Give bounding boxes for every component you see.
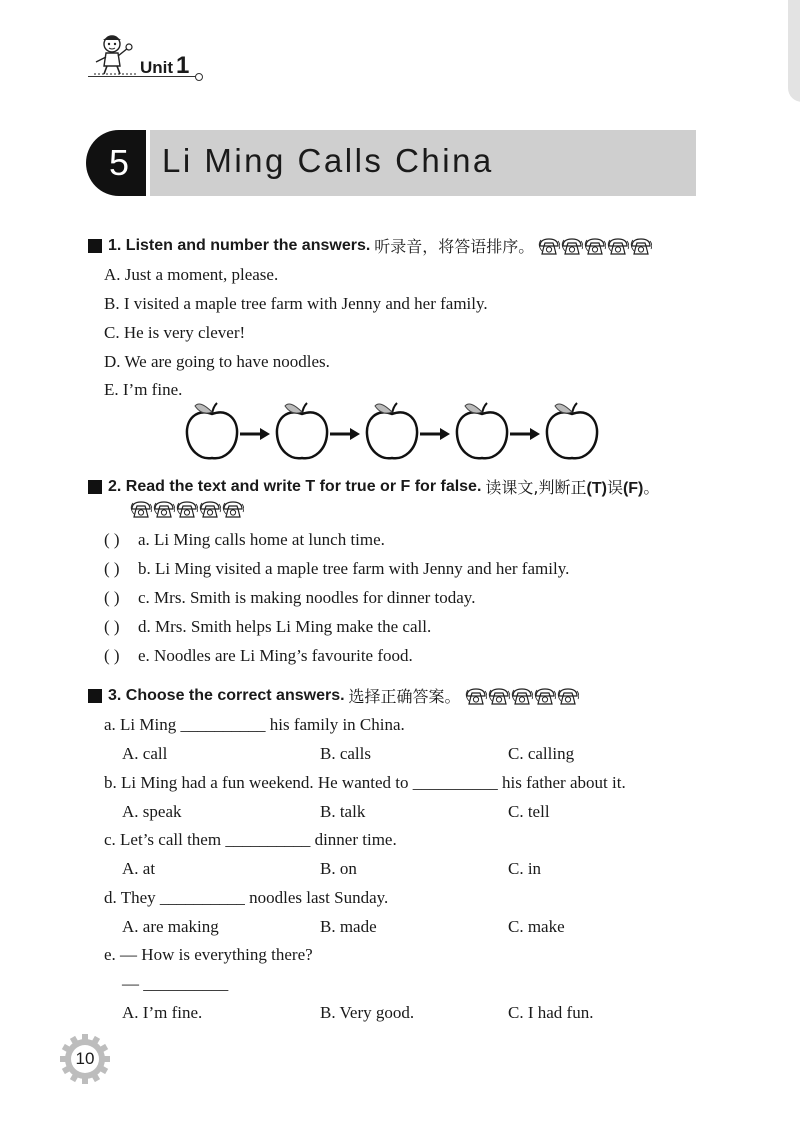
option-a[interactable]: A. at xyxy=(122,859,156,878)
page-edge-tab xyxy=(788,0,800,102)
unit-number: 1 xyxy=(176,52,190,79)
option-a[interactable]: A. are making xyxy=(122,917,219,936)
instruction-text: 误 xyxy=(606,478,623,497)
instruction-text: (F) xyxy=(622,480,644,497)
section1-title: 1. Listen and number the answers. xyxy=(108,236,371,254)
arrow-icon xyxy=(420,428,450,440)
section1-heading xyxy=(88,234,652,257)
telephone-icon xyxy=(488,687,510,705)
telephone-icon xyxy=(511,687,533,705)
telephone-icon xyxy=(538,237,560,255)
header-rule xyxy=(88,76,200,77)
option-b[interactable]: B. Very good. xyxy=(320,1003,415,1022)
section3-instruction: 选择正确答案。 xyxy=(348,687,461,706)
section2-score-icons xyxy=(130,500,244,518)
apple-icon[interactable] xyxy=(367,403,417,458)
telephone-icon xyxy=(465,687,487,705)
section-bullet xyxy=(88,239,102,253)
telephone-icon xyxy=(153,500,175,518)
option-a[interactable]: A. speak xyxy=(122,802,182,821)
question-text: a. Li Ming __________ his family in China. xyxy=(104,715,405,734)
option-a[interactable]: A. call xyxy=(122,744,168,763)
telephone-icon xyxy=(561,237,583,255)
statement-item: c. Mrs. Smith is making noodles for dinner today. xyxy=(138,588,476,607)
telephone-icon xyxy=(534,687,556,705)
telephone-icon xyxy=(607,237,629,255)
option-c[interactable]: C. I had fun. xyxy=(508,1003,594,1022)
unit-header xyxy=(88,32,203,82)
answer-blank[interactable]: — __________ xyxy=(122,974,229,993)
question-text: c. Let’s call them __________ dinner time. xyxy=(104,830,397,849)
answer-bracket[interactable]: ( ) xyxy=(104,617,120,636)
unit-word: Unit xyxy=(140,58,174,77)
list-item: C. He is very clever! xyxy=(104,323,246,342)
statement-item: a. Li Ming calls home at lunch time. xyxy=(138,530,385,549)
telephone-icon xyxy=(176,500,198,518)
statement-item: d. Mrs. Smith helps Li Ming make the call. xyxy=(138,617,432,636)
answer-bracket[interactable]: ( ) xyxy=(104,646,120,665)
page-number-badge xyxy=(60,1034,110,1084)
list-item: E. I’m fine. xyxy=(104,380,183,399)
apple-icon[interactable] xyxy=(277,403,327,458)
question-text: e. — How is everything there? xyxy=(104,945,313,964)
section2-instruction xyxy=(485,475,659,498)
list-item: A. Just a moment, please. xyxy=(104,265,279,284)
option-b[interactable]: B. made xyxy=(320,917,377,936)
option-c[interactable]: C. in xyxy=(508,859,542,878)
option-b[interactable]: B. on xyxy=(320,859,357,878)
option-b[interactable]: B. calls xyxy=(320,744,371,763)
section2-heading xyxy=(88,475,659,498)
lesson-title-bar xyxy=(146,130,696,196)
arrow-icon xyxy=(240,428,270,440)
option-c[interactable]: C. calling xyxy=(508,744,575,763)
option-c[interactable]: C. tell xyxy=(508,802,550,821)
section1-score-icons xyxy=(538,237,652,255)
option-c[interactable]: C. make xyxy=(508,917,565,936)
mascot-icon xyxy=(88,32,140,76)
apple-icon[interactable] xyxy=(457,403,507,458)
section2-title: 2. Read the text and write T for true or F for false. xyxy=(108,477,482,495)
lesson-title: Li Ming Calls China xyxy=(162,142,494,179)
telephone-icon xyxy=(584,237,606,255)
question-text: b. Li Ming had a fun weekend. He wanted to __________ his father about it. xyxy=(104,773,626,792)
section3-score-icons xyxy=(465,687,579,705)
section3-heading xyxy=(88,684,579,707)
page-number: 10 xyxy=(75,1049,95,1068)
apple-icon[interactable] xyxy=(187,403,237,458)
instruction-text: 。 xyxy=(643,478,660,497)
apple-icon[interactable] xyxy=(547,403,597,458)
section-bullet xyxy=(88,689,102,703)
option-b[interactable]: B. talk xyxy=(320,802,366,821)
telephone-icon xyxy=(130,500,152,518)
statement-item: b. Li Ming visited a maple tree farm with Jenny and her family. xyxy=(138,559,570,578)
telephone-icon xyxy=(222,500,244,518)
instruction-text: 读课文,判断正 xyxy=(485,478,587,497)
apple-sequence xyxy=(180,400,620,462)
section-bullet xyxy=(88,480,102,494)
arrow-icon xyxy=(510,428,540,440)
arrow-icon xyxy=(330,428,360,440)
list-item: B. I visited a maple tree farm with Jenny and her family. xyxy=(104,294,488,313)
question-text: d. They __________ noodles last Sunday. xyxy=(104,888,389,907)
answer-bracket[interactable]: ( ) xyxy=(104,530,120,549)
answer-bracket[interactable]: ( ) xyxy=(104,559,120,578)
section3-title: 3. Choose the correct answers. xyxy=(108,686,345,704)
telephone-icon xyxy=(630,237,652,255)
telephone-icon xyxy=(199,500,221,518)
answer-bracket[interactable]: ( ) xyxy=(104,588,120,607)
statement-item: e. Noodles are Li Ming’s favourite food. xyxy=(138,646,413,665)
option-a[interactable]: A. I’m fine. xyxy=(122,1003,203,1022)
instruction-text: (T) xyxy=(586,480,607,497)
section1-instruction: 听录音，将答语排序。 xyxy=(374,237,535,256)
list-item: D. We are going to have noodles. xyxy=(104,352,330,371)
lesson-number: 5 xyxy=(86,130,146,196)
telephone-icon xyxy=(557,687,579,705)
